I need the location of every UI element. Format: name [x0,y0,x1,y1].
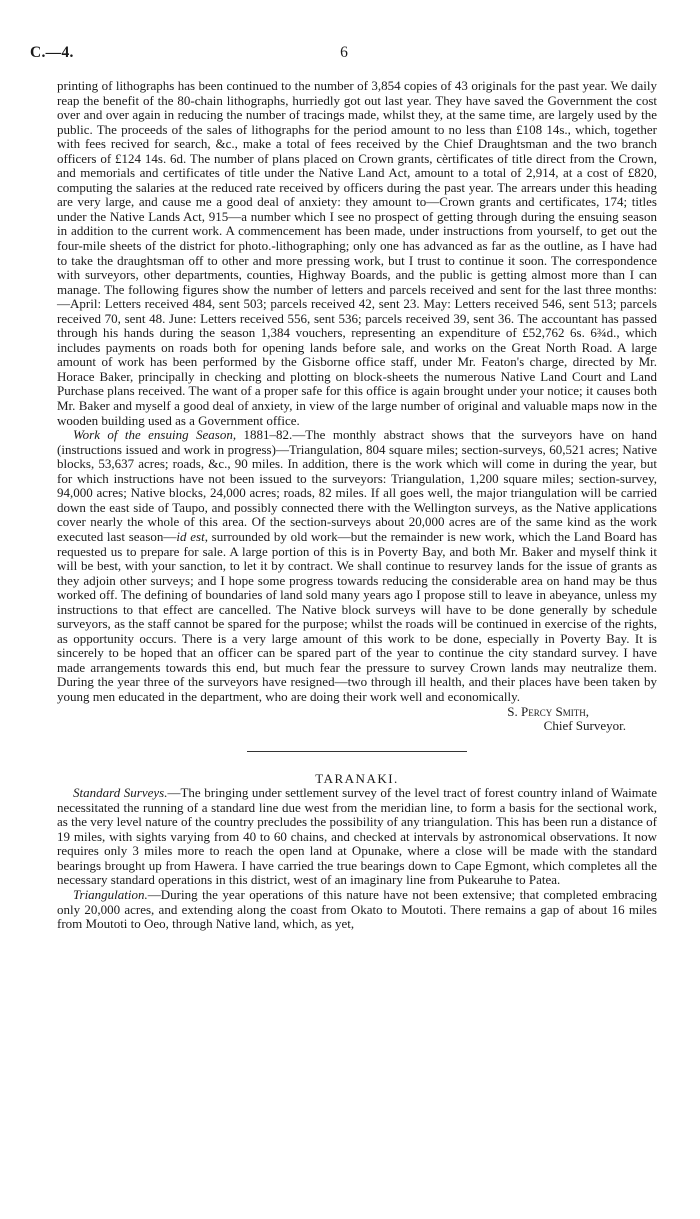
paragraph-text: —The bringing under settlement survey of the level tract of forest country inland of Waimate necessitated the running of a standard line due west from the meridian line, to form a basis for the sectional work, as the very level nature of the country precludes the possibility of any triangulation. This has been run a distance of 19 miles, with sights varying from 40 to 60 chains, and checked at intervals by astronomical observations. It now requires only 3 miles more to reach the open land at Opunake, where a close will be made with the standard bearings brought up from Hawera. I have carried the true bearings down to Cape Egmont, which completes all the necessary standard operations in this district, west of an imaginary line from Pukearuhe to Patea. [57,785,657,888]
paragraph-ensuing-season [57,428,657,704]
signature-name: S. Percy Smith, [507,703,589,719]
page-header [30,44,658,66]
signature-title: Chief Surveyor. [543,718,626,734]
latin-phrase: id est [176,528,205,544]
section-divider [247,751,467,752]
paragraph-triangulation [57,888,657,932]
paragraph-lithographs: printing of lithographs has been continued to the number of 3,854 copies of 43 originals for the past year. We daily reap the benefit of the 80-chain lithographs, hurriedly got out last year. They have saved the Government the cost over and over again in reducing the number of tracings made, whilst they, at the same time, are largely used by the public. The proceeds of the sales of lithographs for the period amount to no less than £108 14s., which, together with fees recived for search, &c., make a total of fees received by the Chief Draughtsman and the two branch officers of £124 14s. 6d. The number of plans placed on Crown grants, cèrtificates of title direct from the Crown, and memorials and certificates of title under the Native Land Act, amount to a total of 2,914, at a cost of £820, computing the salaries at the reduced rate received by officers during the past year. The arrears under this heading are very large, and cause me a good deal of anxiety: they amount to—Crown grants and certificates, 174; titles under the Native Lands Act, 915—a number which I see no prospect of getting through during the ensuing season in addition to the current work. A commencement has been made, under instructions from yourself, to get out the four-mile sheets of the district for photo.-lithographing; only one has advanced as far as the outline, as I have had to take the draughtsman off to other and more pressing work, but I trust to continue it soon. The correspondence with surveyors, other departments, counties, Highway Boards, and the public is getting almost more than I can manage. The following figures show the number of letters and parcels received and sent for the last three months:—April: Letters received 484, sent 503; parcels received 42, sent 23. May: Letters received 546, sent 513; parcels received 70, sent 48. June: Letters received 556, sent 536; parcels received 39, sent 36. The accountant has passed through his hands during the season 1,384 vouchers, representing an expenditure of £52,762 6s. 6¾d., which includes payments on roads both for opening lands before sale, and works on the Great North Road. A large amount of work has been performed by the Gisborne office staff, under Mr. Featon's charge, directed by Mr. Horace Baker, principally in checking and plotting on block-sheets the numerous Native Land Court and Land Purchase plans received. The want of a proper safe for this office is again brought under your notice; it causes both Mr. Baker and myself a good deal of anxiety, in view of the large number of original and valuable maps now in the wooden building used as a Government office. [57,78,657,428]
paragraph-text: 1881–82.—The monthly abstract shows that the surveyors have on hand (instructions issued and work in progress)—Triangulation, 804 square miles; section-surveys, 60,521 acres; Native blocks, 53,637 acres; roads, &c., 90 miles. In addition, there is the work which will come in during the year, but for which instructions have not been issued to the surveyors: Triangulation, 1,200 square miles; section-survey, 94,000 acres; Native blocks, 24,000 acres; roads, 82 miles. If all goes well, the major triangulation will be carried down the east side of Taupo, and possibly connected there with the Wellington surveys, as the Native applications cover nearly the whole of this area. Of the section-surveys about 20,000 acres are of the same kind as the work executed last season— [57,427,658,544]
paragraph-heading: Work of the ensuing Season, [73,427,237,443]
paragraph-heading: Triangulation. [73,886,148,902]
paragraph-text-end: , surrounded by old work—but the remainder is new work, which the Land Board has requested us to prepare for sale. A large portion of this is in Poverty Bay, and both Mr. Baker and myself think it will be best, with your sanction, to let it by contract. We shall continue to resurvey lands for the issue of grants as they adjoin other surveys; and I hope some progress towards reducing the considerable area on hand may be thus worked off. The defining of boundaries of land sold many years ago I propose still to leave in abeyance, unless my instructions to that effect are cancelled. The Native block surveys will have to be done generally by schedule surveyors, as the staff cannot be spared for the purpose; whilst the roads will be continued in exercise of the rights, as opportunity occurs. There is a very large amount of this work to be done, especially in Poverty Bay. It is sincerely to be hoped that an officer can be spared part of the year to continue the city standard survey. I have made arrangements towards this end, but much fear the pressure to survey Crown lands may neutralize them. During the year three of the surveyors have resigned—two through ill health, and their places have been taken by young men educated in the department, who are doing their work well and economically. [57,528,658,704]
page-body [57,79,657,932]
paragraph-standard-surveys [57,786,657,888]
section-title: TARANAKI. [315,770,399,786]
paragraph-text: —During the year operations of this nature have not been extensive; that completed embracing only 20,000 acres, and extending along the coast from Okato to Moutoti. There remains a gap of about 16 miles from Moutoti to Oeo, through Native land, which, as yet, [57,886,657,932]
paragraph-heading: Standard Surveys. [73,785,168,801]
document-reference: C.—4. [30,44,74,61]
page-number: 6 [340,44,348,61]
